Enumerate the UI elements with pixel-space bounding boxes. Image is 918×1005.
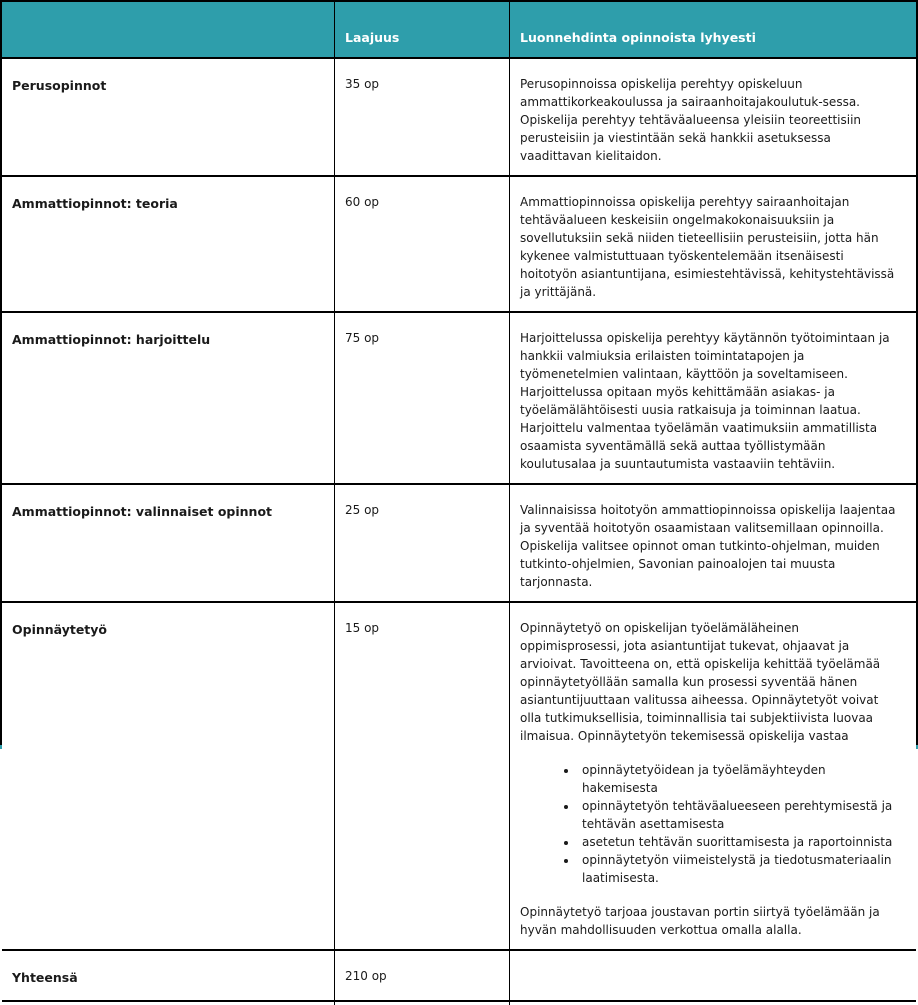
- header-cell-category: [2, 2, 335, 57]
- table-row: [2, 601, 916, 949]
- row-category-label: Ammattiopinnot: valinnaiset opinnot: [2, 485, 335, 601]
- description-closing-paragraph: Opinnäytetyö tarjoaa joustavan portin siirtyä työelämään ja hyvän mahdollisuuden verkottua omalla alalla.: [520, 905, 880, 937]
- description-bullet-list: [520, 761, 902, 887]
- table-body: [2, 57, 916, 1000]
- description-paragraph: Perusopinnoissa opiskelija perehtyy opiskeluun ammattikorkeakoulussa ja sairaanhoitajakoulutuk-sessa. Opiskelija perehtyy tehtäväalueensa yleisiin teoreettisiin perusteisiin ja viestintään sekä hankkii asetuksessa vaadittavan kielitaidon.: [520, 77, 862, 163]
- row-category-label: Opinnäytetyö: [2, 603, 335, 949]
- row-description: [510, 313, 916, 483]
- row-description: [510, 59, 916, 175]
- row-description: [510, 951, 916, 1000]
- table-row: [2, 57, 916, 175]
- row-credits-value: 15 op: [335, 603, 510, 949]
- description-paragraph: Ammattiopinnoissa opiskelija perehtyy sairaanhoitajan tehtäväalueen keskeisiin ongelmakokonaisuuksiin ja sovellutuksiin sekä niiden tieteellisiin perusteisiin, jotta hän kykenee valmistuttuaan työskentelemään itsenäisesti hoitotyön asiantuntijana, esimiestehtävissä, kehitystehtävissä ja yrittäjänä.: [520, 195, 895, 299]
- table-header-row: [2, 2, 916, 57]
- table-row: [2, 949, 916, 1000]
- table-row: [2, 311, 916, 483]
- header-cell-laajuus: Laajuus: [335, 2, 510, 57]
- row-category-label: Ammattiopinnot: teoria: [2, 177, 335, 311]
- row-credits-value: 25 op: [335, 485, 510, 601]
- row-category-label: Yhteensä: [2, 951, 335, 1000]
- table-row: [2, 175, 916, 311]
- bottom-strip-row: [2, 1000, 916, 1005]
- bullet-item: • opinnäytetyön viimeistelystä ja tiedotusmateriaalin laatimisesta.: [578, 851, 902, 887]
- row-category-label: Perusopinnot: [2, 59, 335, 175]
- table-row: [2, 483, 916, 601]
- row-credits-value: 35 op: [335, 59, 510, 175]
- row-description: [510, 177, 916, 311]
- row-credits-value: 210 op: [335, 951, 510, 1000]
- header-cell-luonnehdinta: Luonnehdinta opinnoista lyhyesti: [520, 30, 756, 45]
- description-paragraph: Valinnaisissa hoitotyön ammattiopinnoissa opiskelija laajentaa ja syventää hoitotyön osaamistaan valitsemillaan opinnoilla. Opiskelija valitsee opinnot oman tutkinto-ohjelman, muiden tutkinto-ohjelmien, Savonian painoalojen tai muusta tarjonnasta.: [520, 503, 896, 589]
- description-paragraph: Opinnäytetyö on opiskelijan työelämäläheinen oppimisprosessi, jota asiantuntijat tukevat, ohjaavat ja arvioivat. Tavoitteena on, että opiskelija kehittää työelämää opinnäytetyöllään samalla kun prosessi syventää hänen asiantuntijuuttaan valitussa aiheessa. Opinnäytetyöt voivat olla tutkimuksellisia, toiminnallisia tai subjektiivista luovaa ilmaisua. Opinnäytetyön tekemisessä opiskelija vastaa: [520, 621, 881, 743]
- row-category-label: Ammattiopinnot: harjoittelu: [2, 313, 335, 483]
- bullet-item: • opinnäytetyön tehtäväalueeseen perehtymisestä ja tehtävän asettamisesta: [578, 797, 902, 833]
- row-description: [510, 485, 916, 601]
- row-credits-value: 75 op: [335, 313, 510, 483]
- row-description: [510, 603, 916, 949]
- description-paragraph: Harjoittelussa opiskelija perehtyy käytännön työtoimintaan ja hankkii valmiuksia erilaisten toimintatapojen ja työmenetelmien valintaan, käyttöön ja soveltamiseen. Harjoittelussa opitaan myös kehittämään asiakas- ja työelämälähtöisesti uusia ratkaisuja ja toiminnan laatua. Harjoittelu valmentaa työelämän vaatimuksiin ammatillista osaamista syventämällä sekä auttaa työllistymään koulutusalaa ja suuntautumista vastaaviin tehtäviin.: [520, 331, 890, 471]
- bullet-item: • opinnäytetyöidean ja työelämäyhteyden hakemisesta: [578, 761, 902, 797]
- bullet-item: • asetetun tehtävän suorittamisesta ja raportoinnista: [578, 833, 902, 851]
- row-credits-value: 60 op: [335, 177, 510, 311]
